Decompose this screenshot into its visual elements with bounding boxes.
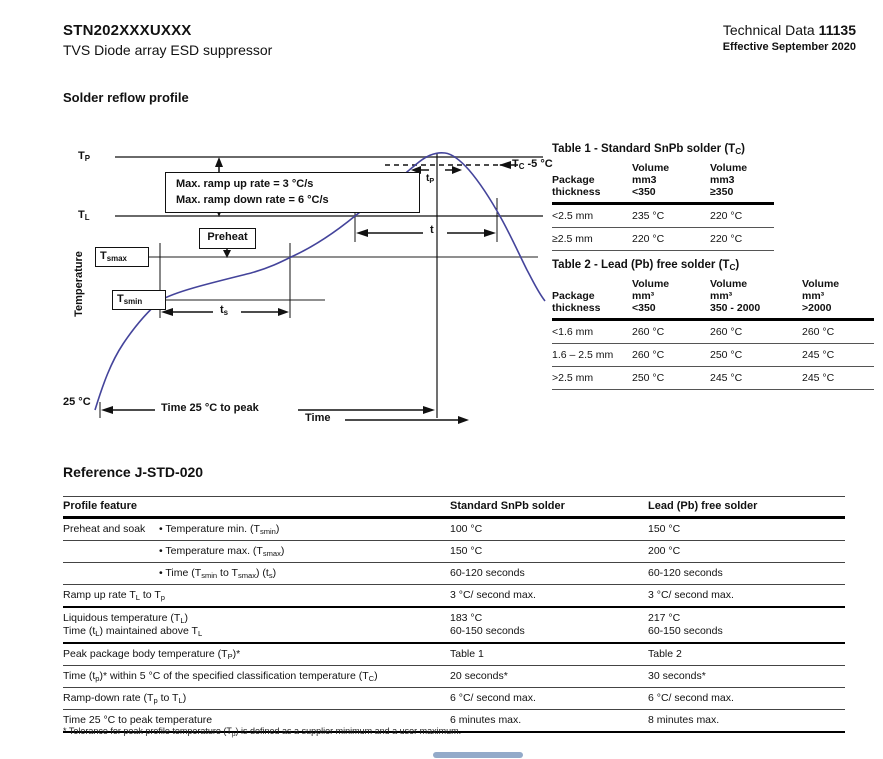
cell: 260 °C [710,320,802,344]
cell-snpb: 20 seconds* [450,666,648,688]
table2-col-vol-gt2000: Volume mm³ >2000 [802,278,840,314]
horizontal-scrollbar-thumb[interactable] [433,752,523,758]
cell-group: Preheat and soak [63,518,159,541]
cell-snpb: 60-120 seconds [450,563,648,585]
reflow-profile-diagram [55,140,555,440]
col-lead-free: Lead (Pb) free solder [648,497,845,518]
cell-snpb: 6 minutes max. [450,710,648,733]
cell: 220 °C [710,228,774,251]
table-row [63,688,845,710]
cell-snpb: 100 °C [450,518,648,541]
cell-pbfree: 8 minutes max. [648,710,845,733]
cell: 220 °C [710,204,774,228]
cell-snpb: Table 1 [450,643,648,666]
table2-col-package: Package thickness [552,290,601,314]
table-row [63,541,845,563]
t-time-label: t [430,224,434,236]
table2 [552,278,874,390]
peaktime-arrow-left [101,406,113,414]
cell-pbfree: 60-120 seconds [648,563,845,585]
start-temp-label: 25 °C [63,396,91,408]
table-row [552,320,874,344]
cell: 245 °C [710,367,802,390]
preheat-box: Preheat [199,228,256,249]
table1-col-vol-lt350: Volume mm3 <350 [632,162,670,198]
cell-feature: Ramp up rate $T_L$ to $T_p$ [63,585,450,608]
ramp-down-note: Max. ramp down rate = 6 °C/s [176,194,329,206]
doc-label: Technical Data [722,22,819,38]
table-row [63,643,845,666]
cell-pbfree: Table 2 [648,643,845,666]
part-number: STN202XXXUXXX [63,22,192,39]
effective-date: Effective September 2020 [722,41,856,53]
col-standard-snpb: Standard SnPb solder [450,497,648,518]
reference-title: Reference J-STD-020 [63,464,204,480]
table-row [552,367,874,390]
cell-feature: • Time ($T_{smin}$ to $T_{smax}$) $(t_s)$ [159,563,450,585]
col-profile-feature: Profile feature [63,497,450,518]
cell: 260 °C [632,344,710,367]
cell-feature: Peak package body temperature $(T_P)*$ [63,643,450,666]
t-arrow-left [356,229,368,237]
cell-feature: • Temperature max. $(T_{smax})$ [159,541,450,563]
cell-pbfree: 217 °C 60-150 seconds [648,607,845,643]
cell: 235 °C [632,204,710,228]
table1-title: Table 1 - Standard SnPb solder $(T_C)$ [552,143,746,157]
table-row [63,666,845,688]
part-description: TVS Diode array ESD suppressor [63,42,273,58]
doc-number: 11135 [818,22,856,38]
tc-arrow-head [499,161,511,169]
ts-time-label: $t_s$ [220,304,229,318]
table-row [63,563,845,585]
cell: ≥2.5 mm [552,228,632,251]
cell: 260 °C [632,320,710,344]
table1-col-package: Package thickness [552,174,601,198]
cell: 245 °C [802,344,874,367]
ramp-rate-note-box [165,172,420,213]
cell-snpb: 3 °C/ second max. [450,585,648,608]
tsmin-box: $T_{smin}$ [112,290,166,310]
cell: 260 °C [802,320,874,344]
cell: >2.5 mm [552,367,632,390]
y-axis-label: Temperature [73,251,85,317]
tp-window-right-arrow [452,166,462,174]
ts-arrow-right [278,308,289,316]
time-axis-arrow [458,416,469,424]
table1-header-row [552,162,774,204]
header-right [723,22,856,53]
table2-col-vol-350-2000: Volume mm³ 350 - 2000 [710,278,761,314]
cell: 245 °C [802,367,874,390]
ramp-rate-arrow-up [215,157,223,167]
cell-feature: Time $(t_p)*$ within 5 °C of the specified classification temperature $(T_C)$ [63,666,450,688]
header-left [63,22,272,58]
t-arrow-right [484,229,496,237]
cell: 250 °C [710,344,802,367]
reference-header-row [63,497,845,518]
tl-label: $T_L$ [78,209,90,223]
cell: <1.6 mm [552,320,632,344]
tp-time-label: $t_P$ [426,173,435,186]
cell-group [63,563,159,585]
cell-pbfree: 6 °C/ second max. [648,688,845,710]
cell: 250 °C [632,367,710,390]
cell: 220 °C [632,228,710,251]
cell-pbfree: 200 °C [648,541,845,563]
table1-col-vol-ge350: Volume mm3 ≥350 [710,162,748,198]
table-row [63,518,845,541]
doc-number-line [723,22,856,38]
cell-group [63,541,159,563]
cell-snpb: 183 °C 60-150 seconds [450,607,648,643]
reference-table [63,496,845,733]
table1 [552,162,774,251]
x-axis-label: Time [305,412,331,424]
footnote: * Tolerance for peak profile temperature $(T_p)$ is defined as a supplier minimum and a user maximum. [63,726,462,738]
cell: 1.6 – 2.5 mm [552,344,632,367]
cell-snpb: 6 °C/ second max. [450,688,648,710]
tp-label: $T_P$ [78,150,91,164]
table2-col-vol-lt350: Volume mm³ <350 [632,278,670,314]
cell: <2.5 mm [552,204,632,228]
table1-section [552,143,777,251]
cell-pbfree: 150 °C [648,518,845,541]
ramp-up-note: Max. ramp up rate = 3 °C/s [176,178,314,190]
cell-feature: Time 25 °C to peak temperature [63,710,450,733]
cell-pbfree: 30 seconds* [648,666,845,688]
table-row [552,228,774,251]
table-row [63,585,845,608]
table2-section [552,259,877,390]
cell-feature: • Temperature min. $(T_{smin})$ [159,518,450,541]
cell-pbfree: 3 °C/ second max. [648,585,845,608]
cell-feature: Ramp-down rate ($T_p$ to $T_L$) [63,688,450,710]
peaktime-arrow-right [423,406,435,414]
table-row [63,607,845,643]
section-title: Solder reflow profile [63,90,189,105]
cell-snpb: 150 °C [450,541,648,563]
tc-minus5-label: $T_C$ -5 °C [512,158,553,172]
time-to-peak-label: Time 25 °C to peak [161,402,259,414]
table-row [552,204,774,228]
table2-header-row [552,278,874,320]
tsmax-box: $T_{smax}$ [95,247,149,267]
table-row [552,344,874,367]
cell-feature: Liquidous temperature $(T_L)$ Time $(t_L)$ maintained above $T_L$ [63,607,450,643]
table2-title: Table 2 - Lead (Pb) free solder $(T_C)$ [552,259,740,273]
